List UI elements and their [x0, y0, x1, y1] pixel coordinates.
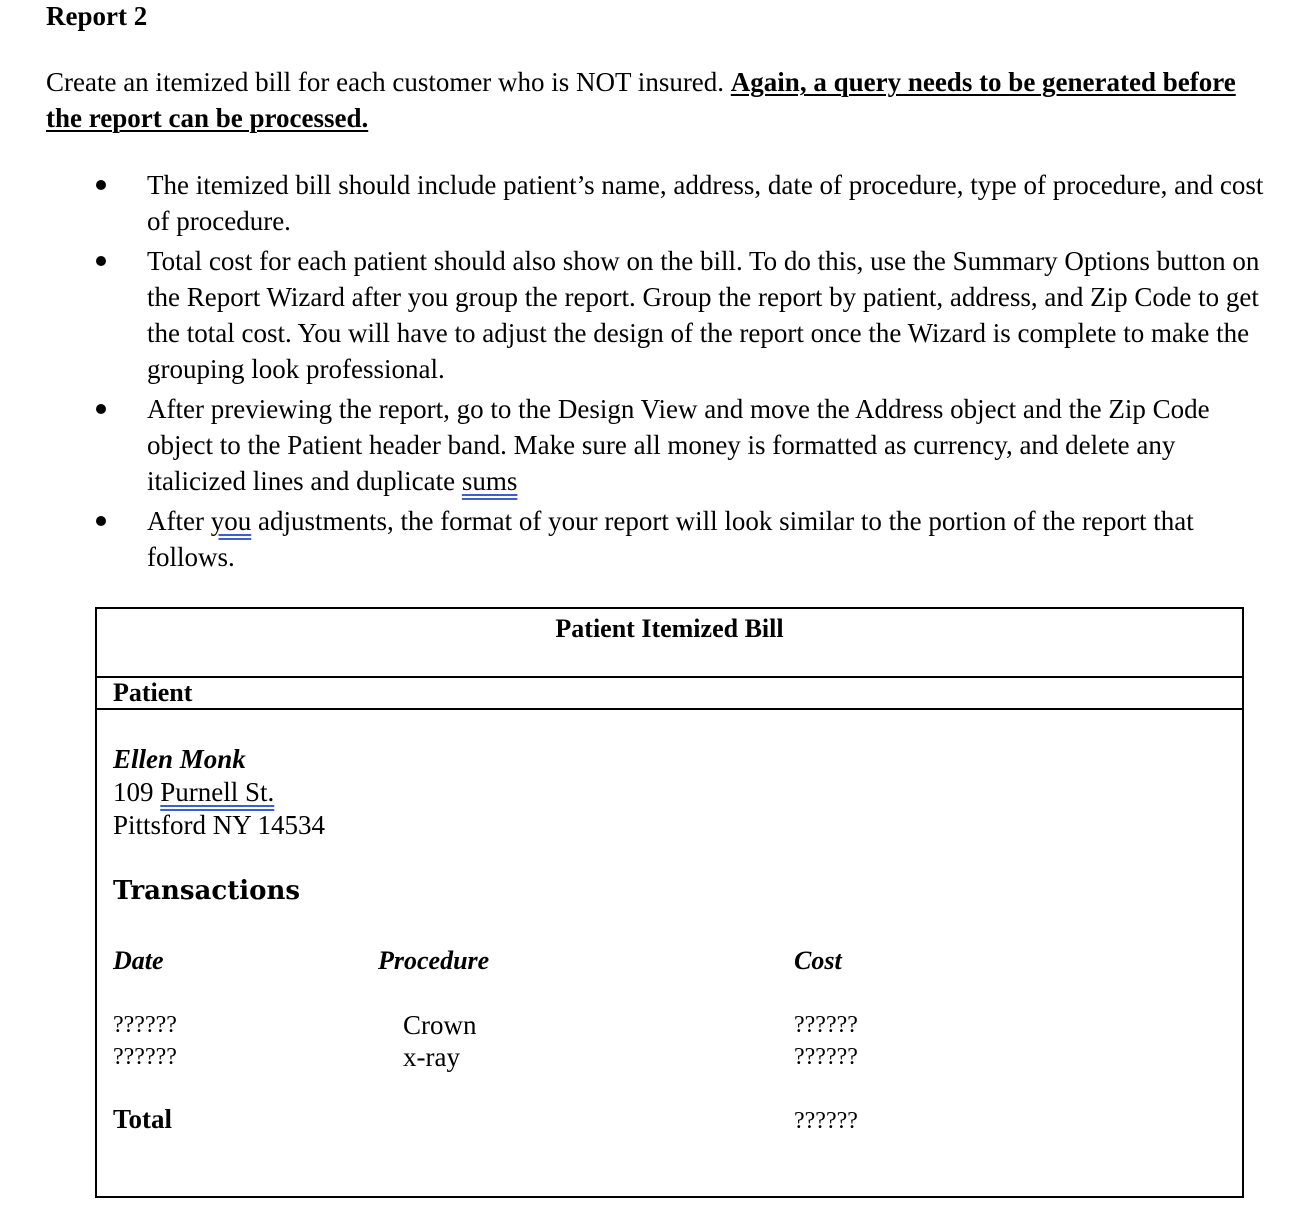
list-item — [0, 243, 1296, 387]
band-label: Patient — [113, 678, 193, 707]
bullet-icon — [96, 516, 106, 526]
street-name: Purnell St. — [160, 777, 275, 807]
patient-header-band — [97, 676, 1242, 710]
patient-address — [113, 776, 274, 809]
total-label: Total — [113, 1104, 173, 1134]
row-cost: ?????? — [794, 1012, 858, 1038]
row-date: ?????? — [113, 1012, 177, 1038]
row-procedure: Crown — [403, 1010, 477, 1040]
intro-emphasis: Again, a query needs to be generated before the report can be processed. — [46, 67, 1236, 133]
spellcheck-flagged-word: you — [210, 506, 252, 536]
bullet-icon — [96, 404, 106, 414]
column-header-date: Date — [113, 946, 164, 975]
bullet-icon — [96, 256, 106, 266]
bullet-text: After previewing the report, go to the Design View and move the Address object and the Zip Code object to the Patient header band. Make sure all money is formatted as currency, and delete any italicized lines and duplicate — [147, 394, 1210, 496]
intro-text: Create an itemized bill for each customer who is NOT insured. — [46, 67, 731, 97]
spellcheck-flagged-word: sums — [461, 466, 518, 496]
bullet-icon — [96, 180, 106, 190]
document-heading: Report 2 — [46, 1, 148, 31]
bullet-text-continued: adjustments, the format of your report will look similar to the portion of the report that follows. — [147, 506, 1194, 572]
street-number: 109 — [113, 777, 161, 807]
patient-city-line: Pittsford NY 14534 — [113, 810, 326, 840]
report-title: Patient Itemized Bill — [555, 614, 784, 643]
intro-paragraph — [46, 64, 1246, 136]
row-date: ?????? — [113, 1044, 177, 1070]
bullet-text: Total cost for each patient should also show on the bill. To do this, use the Summary Options button on the Report Wizard after you group the report. Group the report by patient, address, and Zip Code to get the total cost. You will have to adjust the design of the report once the Wizard is complete to make the grouping look professional. — [147, 246, 1260, 384]
section-title: Transactions — [113, 876, 300, 906]
list-item — [0, 391, 1296, 499]
bullet-text: The itemized bill should include patient’s name, address, date of procedure, type of procedure, and cost of procedure. — [147, 170, 1264, 236]
instruction-list — [0, 167, 1296, 579]
row-cost: ?????? — [794, 1044, 858, 1070]
patient-name: Ellen Monk — [113, 744, 246, 774]
list-item — [0, 503, 1296, 575]
list-item — [0, 167, 1296, 239]
bullet-text: After — [147, 506, 211, 536]
row-procedure: x-ray — [403, 1042, 460, 1072]
column-header-procedure: Procedure — [378, 946, 490, 975]
report-sample-box — [95, 607, 1244, 1198]
column-header-cost: Cost — [794, 946, 842, 975]
total-value: ?????? — [794, 1108, 858, 1134]
